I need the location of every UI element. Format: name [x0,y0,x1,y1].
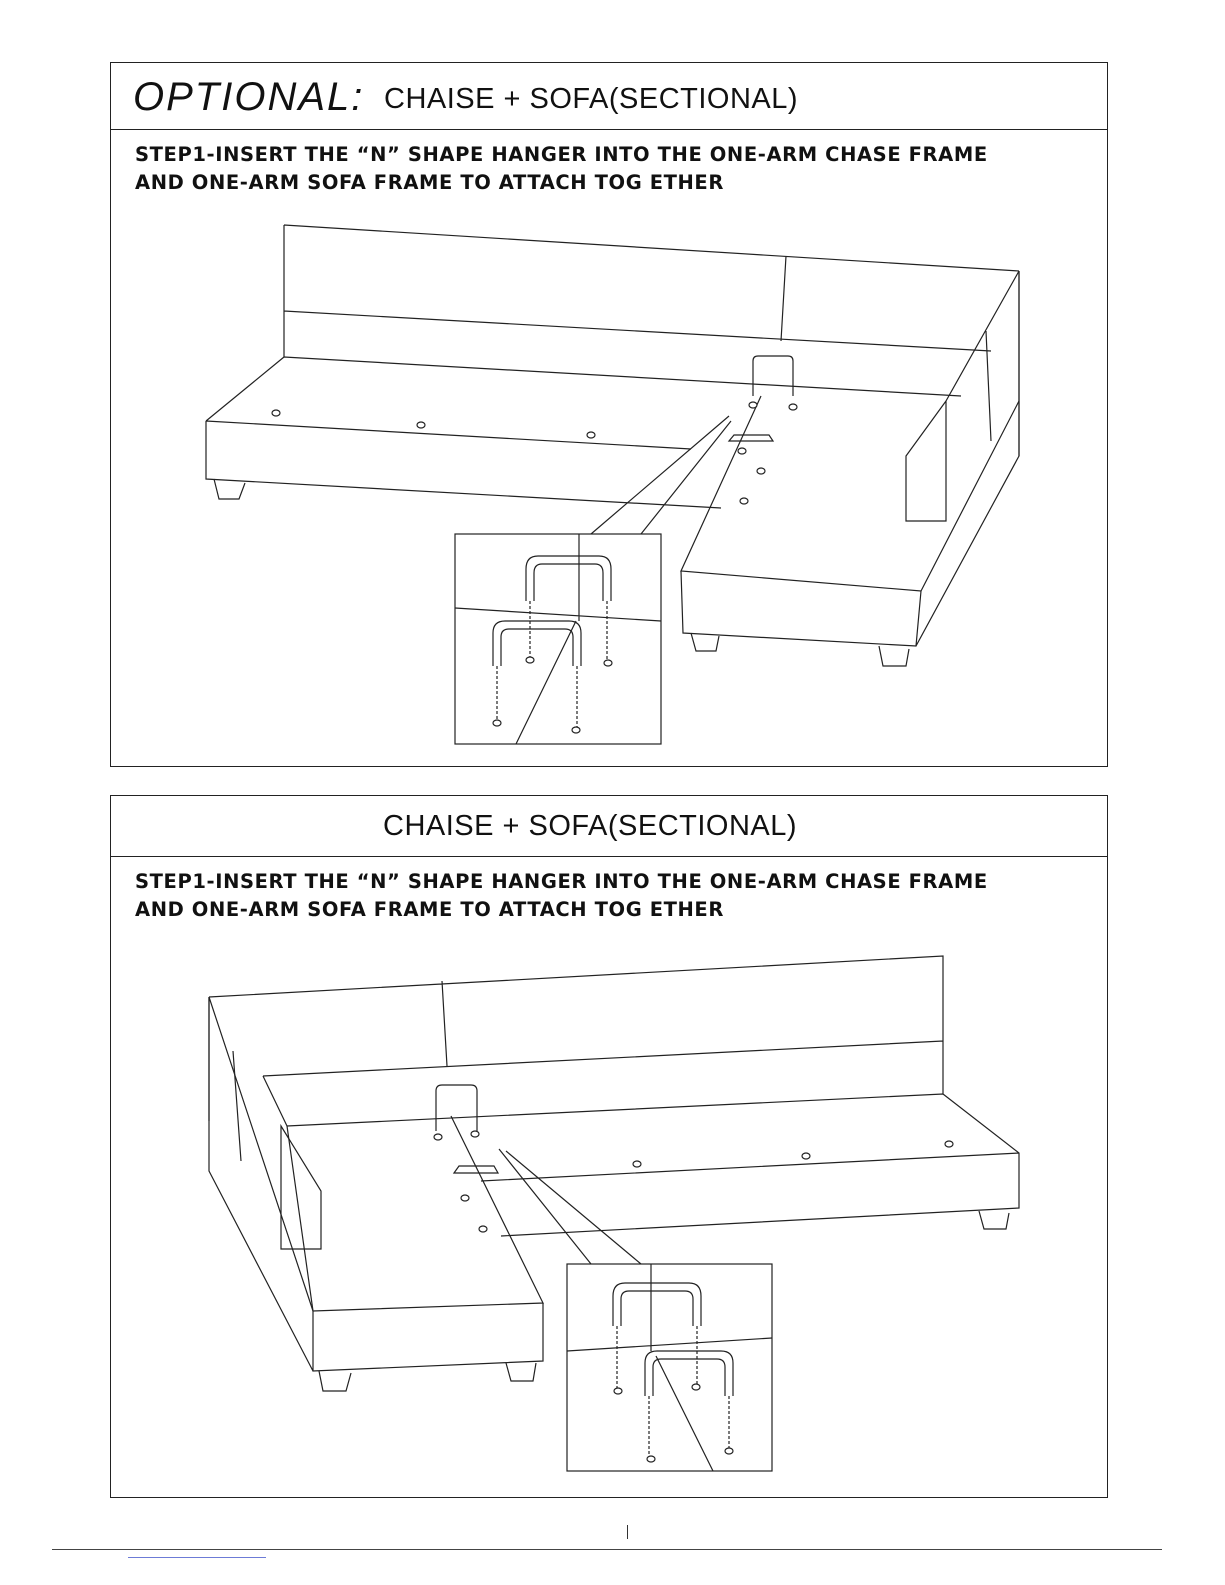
panel-title: CHAISE + SOFA(SECTIONAL) [384,83,799,115]
sofa-back [209,956,943,1121]
sofa-back [284,225,1019,357]
sectional-assembly-illustration [111,63,1109,768]
instruction-panel-sectional [110,795,1108,1498]
sofa-seat [263,1076,1019,1236]
chaise-arm [906,271,1019,521]
detail-inset [455,534,661,744]
chaise-top [681,396,1019,591]
callout-lines [499,1149,641,1264]
sofa-holes [434,1131,953,1232]
n-hanger-top [436,1085,477,1131]
n-hanger-top [753,356,793,396]
sofa-front-rail [206,357,961,508]
page-mark [627,1525,628,1539]
optional-label: OPTIONAL: [133,75,365,119]
callout-lines [591,416,731,534]
sofa-leg-right [979,1211,1009,1229]
chaise-front [681,271,1019,646]
chaise-arm [233,1051,321,1249]
step-line-2: AND ONE-ARM SOFA FRAME TO ATTACH TOG ETHER [135,898,724,921]
footer-link-underline [128,1557,266,1558]
instruction-panel-optional [110,62,1108,767]
n-hanger-lower [729,435,773,441]
chaise-legs [319,1363,536,1391]
chaise-top [287,1116,543,1311]
sofa-leg-left [214,479,245,499]
step-line-1: STEP1-INSERT THE “N” SHAPE HANGER INTO THE ONE-ARM CHASE FRAME [135,870,988,893]
sectional-assembly-illustration [111,796,1109,1499]
step-line-1: STEP1-INSERT THE “N” SHAPE HANGER INTO THE ONE-ARM CHASE FRAME [135,143,988,166]
chaise-legs [691,633,909,666]
detail-inset [567,1264,772,1471]
step-line-2: AND ONE-ARM SOFA FRAME TO ATTACH TOG ETHER [135,171,724,194]
panel-title: CHAISE + SOFA(SECTIONAL) [383,810,798,842]
chaise-front [209,997,543,1371]
footer-rule [52,1549,1162,1550]
